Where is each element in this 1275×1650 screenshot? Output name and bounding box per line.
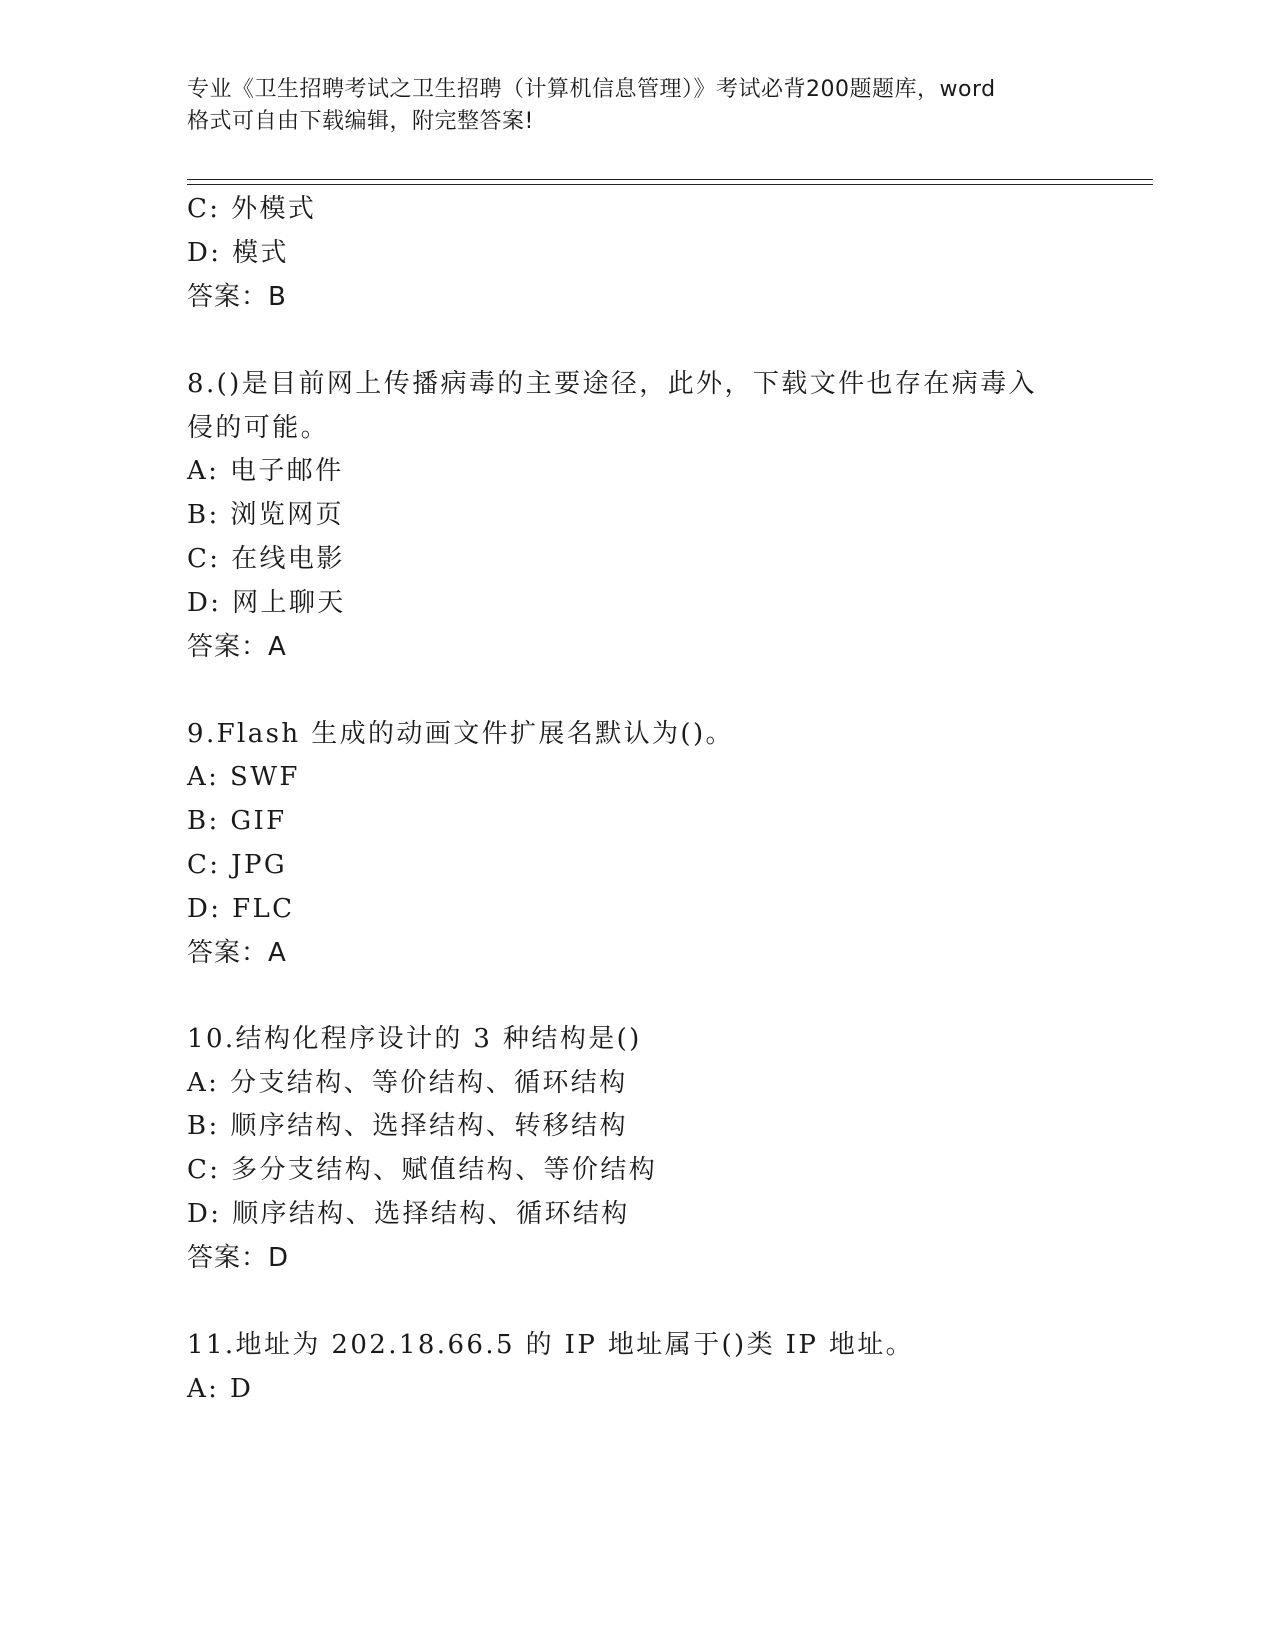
q8-option-c: C: 在线电影	[187, 544, 345, 574]
q10-option-d: D: 顺序结构、选择结构、循环结构	[187, 1199, 630, 1229]
header-line-1: 专业《卫生招聘考试之卫生招聘（计算机信息管理）》考试必背200题题库，word	[187, 77, 996, 102]
q9-option-a: A: SWF	[187, 762, 300, 792]
q10-option-c: C: 多分支结构、赋值结构、等价结构	[187, 1155, 658, 1185]
q8-option-a: A: 电子邮件	[187, 456, 344, 486]
q9-option-d: D: FLC	[187, 894, 295, 924]
q11-option-a: A: D	[187, 1374, 254, 1404]
q8-option-b: B: 浏览网页	[187, 500, 344, 530]
q7-option-c: C: 外模式	[187, 194, 317, 224]
document-header	[187, 74, 1087, 138]
header-divider-top	[187, 179, 1153, 180]
q9-answer: 答案：A	[187, 938, 287, 968]
q10-option-a: A: 分支结构、等价结构、循环结构	[187, 1068, 628, 1098]
q10-answer: 答案：D	[187, 1243, 290, 1273]
q9-stem: 9.Flash 生成的动画文件扩展名默认为()。	[187, 719, 734, 749]
q9-option-c: C: JPG	[187, 850, 288, 880]
header-divider-bottom	[187, 184, 1153, 185]
q10-stem: 10.结构化程序设计的 3 种结构是()	[187, 1024, 642, 1054]
q8-answer: 答案：A	[187, 632, 287, 662]
q11-stem: 11.地址为 202.18.66.5 的 IP 地址属于()类 IP 地址。	[187, 1330, 915, 1360]
header-line-2: 格式可自由下载编辑，附完整答案!	[187, 109, 534, 134]
q7-answer: 答案：B	[187, 282, 287, 312]
q8-stem-line-2: 侵的可能。	[187, 413, 330, 443]
q10-option-b: B: 顺序结构、选择结构、转移结构	[187, 1111, 628, 1141]
q8-option-d: D: 网上聊天	[187, 588, 346, 618]
q9-option-b: B: GIF	[187, 806, 287, 836]
q8-stem-line-1: 8.()是目前网上传播病毒的主要途径，此外，下载文件也存在病毒入	[187, 369, 1037, 399]
q7-option-d: D: 模式	[187, 238, 289, 268]
